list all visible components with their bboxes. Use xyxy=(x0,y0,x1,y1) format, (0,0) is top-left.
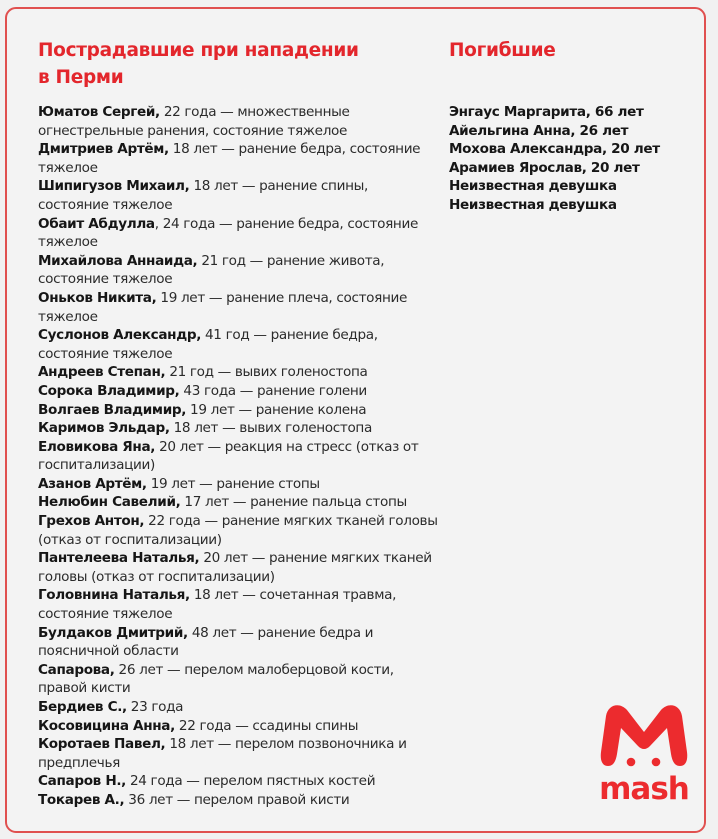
injured-entry xyxy=(38,326,438,363)
injured-details: 20 лет — реакция на стресс (отказ от госпитализации) xyxy=(38,438,419,474)
injured-name: Оньков Никита, xyxy=(38,289,157,306)
injured-entry xyxy=(38,363,438,382)
deceased-entry: Неизвестная девушка xyxy=(449,178,617,195)
injured-heading xyxy=(38,37,438,91)
dead-list xyxy=(449,103,704,215)
injured-name: Нелюбин Савелий, xyxy=(38,494,181,511)
deceased-entry: Айельгина Анна, 26 лет xyxy=(449,122,629,139)
injured-name: Обаит Абдулла xyxy=(38,215,155,232)
injured-entry xyxy=(38,252,438,289)
injured-entry xyxy=(38,661,438,698)
injured-name: Сорока Владимир, xyxy=(38,382,180,399)
injured-entry xyxy=(38,735,438,772)
injured-entry xyxy=(38,140,438,177)
mash-wordmark: mash xyxy=(599,771,689,807)
injured-name: Булдаков Дмитрий, xyxy=(38,624,188,641)
injured-details: 24 года — перелом пястных костей xyxy=(125,773,376,790)
injured-list xyxy=(38,103,438,810)
injured-name: Каримов Эльдар, xyxy=(38,420,170,437)
injured-section xyxy=(38,37,438,810)
injured-entry xyxy=(38,698,438,717)
injured-entry xyxy=(38,103,438,140)
injured-details: 41 год — ранение бедра, состояние тяжелое xyxy=(38,327,378,362)
injured-name: Еловикова Яна, xyxy=(38,438,156,455)
injured-entry xyxy=(38,475,438,494)
injured-name: Пантелеева Наталья, xyxy=(38,550,200,567)
injured-details: , 24 года — ранение бедра, состояние тяжелое xyxy=(38,215,418,251)
injured-name: Суслонов Александр, xyxy=(38,327,202,344)
injured-details: 18 лет — ранение бедра, состояние тяжелое xyxy=(38,141,421,176)
deceased-entry: Арамиев Ярослав, 20 лет xyxy=(449,159,640,176)
injured-details: 23 года xyxy=(126,699,184,715)
injured-name: Сапарова, xyxy=(38,661,115,678)
injured-name: Косовицина Анна, xyxy=(38,717,175,734)
injured-details: 22 года — ссадины спины xyxy=(174,717,359,734)
injured-entry xyxy=(38,382,438,401)
mash-m-icon xyxy=(594,702,694,774)
injured-details: 18 лет — перелом позвоночника и предплечья xyxy=(38,736,407,771)
injured-entry xyxy=(38,289,438,326)
injured-details: 18 лет — сочетанная травма, состояние тяжелое xyxy=(38,587,397,623)
injured-name: Андреев Степан, xyxy=(38,364,166,381)
injured-entry xyxy=(38,493,438,512)
injured-name: Шипигузов Михаил, xyxy=(38,178,190,195)
injured-name: Волгаев Владимир, xyxy=(38,401,187,418)
injured-name: Дмитриев Артём, xyxy=(38,141,169,158)
injured-details: 20 лет — ранение мягких тканей головы (отказ от госпитализации) xyxy=(38,550,432,585)
injured-entry xyxy=(38,717,438,736)
injured-entry xyxy=(38,401,438,420)
injured-name: Грехов Антон, xyxy=(38,513,145,530)
injured-entry xyxy=(38,772,438,791)
dead-section xyxy=(449,37,704,215)
injured-name: Азанов Артём, xyxy=(38,475,147,492)
injured-heading-line1: Пострадавшие при нападении xyxy=(38,40,359,61)
injured-details: 22 года — множественные огнестрельные ранения, состояние тяжелое xyxy=(38,104,350,139)
injured-name: Сапаров Н., xyxy=(38,773,126,790)
injured-entry xyxy=(38,586,438,623)
injured-details: 21 год — вывих голеностопа xyxy=(165,364,368,381)
injured-details: 19 лет — ранение плеча, состояние тяжелое xyxy=(38,289,407,325)
injured-entry xyxy=(38,419,438,438)
injured-name: Токарев А., xyxy=(38,791,125,808)
injured-name: Михайлова Аннаида, xyxy=(38,252,198,269)
injured-entry xyxy=(38,624,438,661)
injured-details: 17 лет — ранение пальца стопы xyxy=(180,494,407,511)
injured-name: Коротаев Павел, xyxy=(38,736,166,753)
deceased-entry: Неизвестная девушка xyxy=(449,196,617,213)
injured-details: 19 лет — ранение стопы xyxy=(146,475,320,492)
injured-details: 22 года — ранение мягких тканей головы (отказ от госпитализации) xyxy=(38,513,438,548)
injured-name: Головнина Наталья, xyxy=(38,587,190,604)
deceased-entry: Мохова Александра, 20 лет xyxy=(449,141,660,158)
injured-name: Бердиев С., xyxy=(38,699,127,715)
injured-entry xyxy=(38,549,438,586)
injured-details: 36 лет — перелом правой кисти xyxy=(124,791,350,808)
injured-details: 43 года — ранение голени xyxy=(179,382,367,399)
deceased-entry: Энгаус Маргарита, 66 лет xyxy=(449,104,644,120)
injured-entry xyxy=(38,438,438,475)
injured-heading-line2: в Перми xyxy=(38,67,124,88)
injured-details: 18 лет — вывих голеностопа xyxy=(169,420,372,437)
injured-entry xyxy=(38,177,438,214)
injured-details: 18 лет — ранение спины, состояние тяжелое xyxy=(38,178,368,213)
injured-details: 48 лет — ранение бедра и поясничной области xyxy=(38,624,374,660)
dead-heading: Погибшие xyxy=(449,40,556,61)
injured-details: 26 лет — перелом малоберцовой кости, правой кисти xyxy=(38,661,394,697)
mash-logo xyxy=(594,702,694,812)
injured-name: Юматов Сергей, xyxy=(38,104,160,120)
injured-details: 21 год — ранение живота, состояние тяжелое xyxy=(38,252,385,288)
injured-entry xyxy=(38,512,438,549)
injured-entry xyxy=(38,791,438,810)
injured-details: 19 лет — ранение колена xyxy=(186,401,367,418)
injured-entry xyxy=(38,215,438,252)
